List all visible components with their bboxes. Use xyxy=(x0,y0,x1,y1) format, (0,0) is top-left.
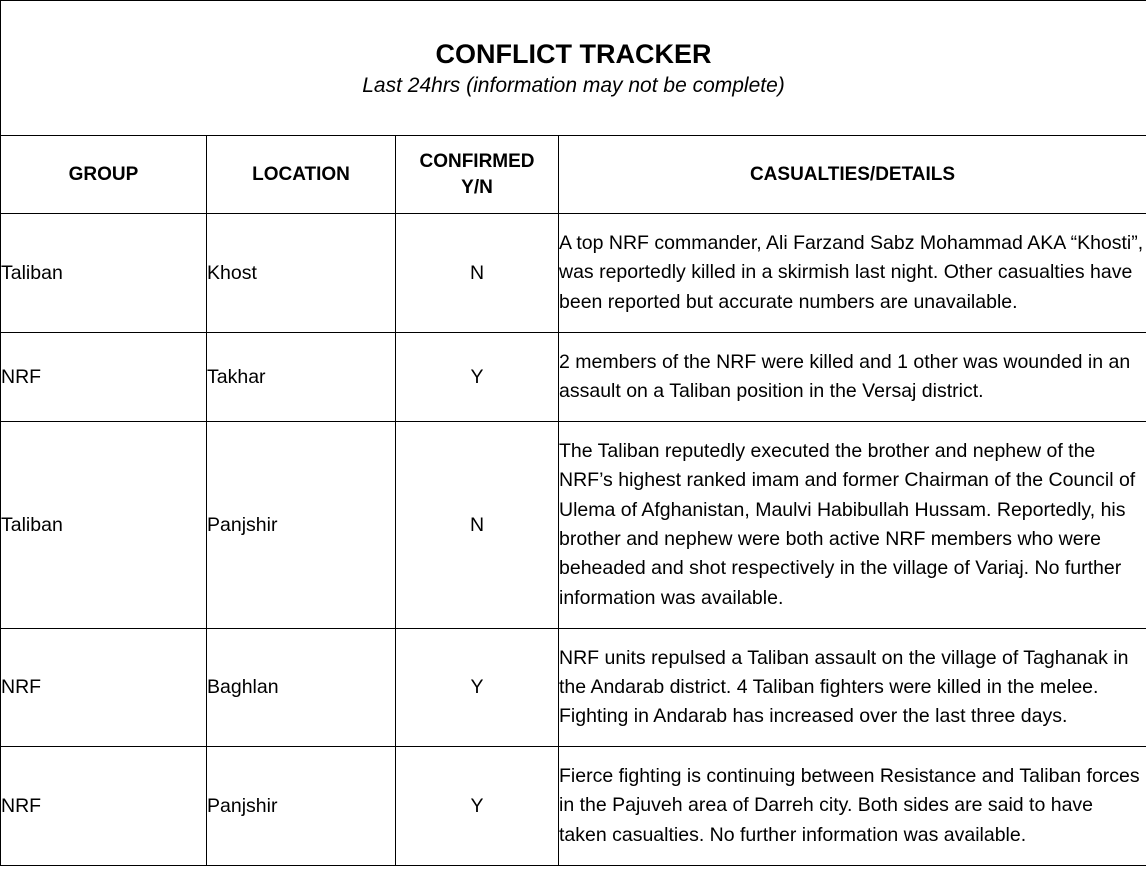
group-cell: NRF xyxy=(1,629,207,747)
column-header-group: GROUP xyxy=(1,136,207,214)
details-cell: Fierce fighting is continuing between Resistance and Taliban forces in the Pajuveh area of Darreh city. Both sides are said to have taken casualties. No further information was available. xyxy=(559,747,1146,866)
confirmed-cell: Y xyxy=(396,333,559,422)
column-header-confirmed: CONFIRMED Y/N xyxy=(396,136,559,214)
details-cell: The Taliban reputedly executed the brother and nephew of the NRF’s highest ranked imam and former Chairman of the Council of Ulema of Afghanistan, Maulvi Habibullah Hussam. Reportedly, his brother and nephew were both active NRF members who were beheaded and shot respectively in the village of Variaj. No further information was available. xyxy=(559,422,1146,629)
document-title: CONFLICT TRACKER xyxy=(435,39,712,69)
location-cell: Baghlan xyxy=(207,629,396,747)
table-row xyxy=(1,747,1146,866)
document-subtitle: Last 24hrs (information may not be complete) xyxy=(362,74,785,97)
details-cell: NRF units repulsed a Taliban assault on the village of Taghanak in the Andarab district. 4 Taliban fighters were killed in the melee. Fighting in Andarab has increased over the last three days. xyxy=(559,629,1146,747)
group-cell: Taliban xyxy=(1,214,207,333)
title-row xyxy=(1,1,1146,136)
location-cell: Panjshir xyxy=(207,747,396,866)
table-row xyxy=(1,333,1146,422)
details-cell: 2 members of the NRF were killed and 1 other was wounded in an assault on a Taliban position in the Versaj district. xyxy=(559,333,1146,422)
table-row xyxy=(1,629,1146,747)
confirmed-cell: Y xyxy=(396,629,559,747)
title-cell xyxy=(1,1,1146,136)
confirmed-cell: N xyxy=(396,214,559,333)
group-cell: Taliban xyxy=(1,422,207,629)
header-row xyxy=(1,136,1146,214)
group-cell: NRF xyxy=(1,333,207,422)
column-header-details: CASUALTIES/DETAILS xyxy=(559,136,1146,214)
column-header-location: LOCATION xyxy=(207,136,396,214)
location-cell: Panjshir xyxy=(207,422,396,629)
group-cell: NRF xyxy=(1,747,207,866)
confirmed-cell: N xyxy=(396,422,559,629)
table-row xyxy=(1,422,1146,629)
location-cell: Khost xyxy=(207,214,396,333)
confirmed-cell: Y xyxy=(396,747,559,866)
details-cell: A top NRF commander, Ali Farzand Sabz Mohammad AKA “Khosti”, was reportedly killed in a skirmish last night. Other casualties have been reported but accurate numbers are unavailable. xyxy=(559,214,1146,333)
location-cell: Takhar xyxy=(207,333,396,422)
table-row xyxy=(1,214,1146,333)
